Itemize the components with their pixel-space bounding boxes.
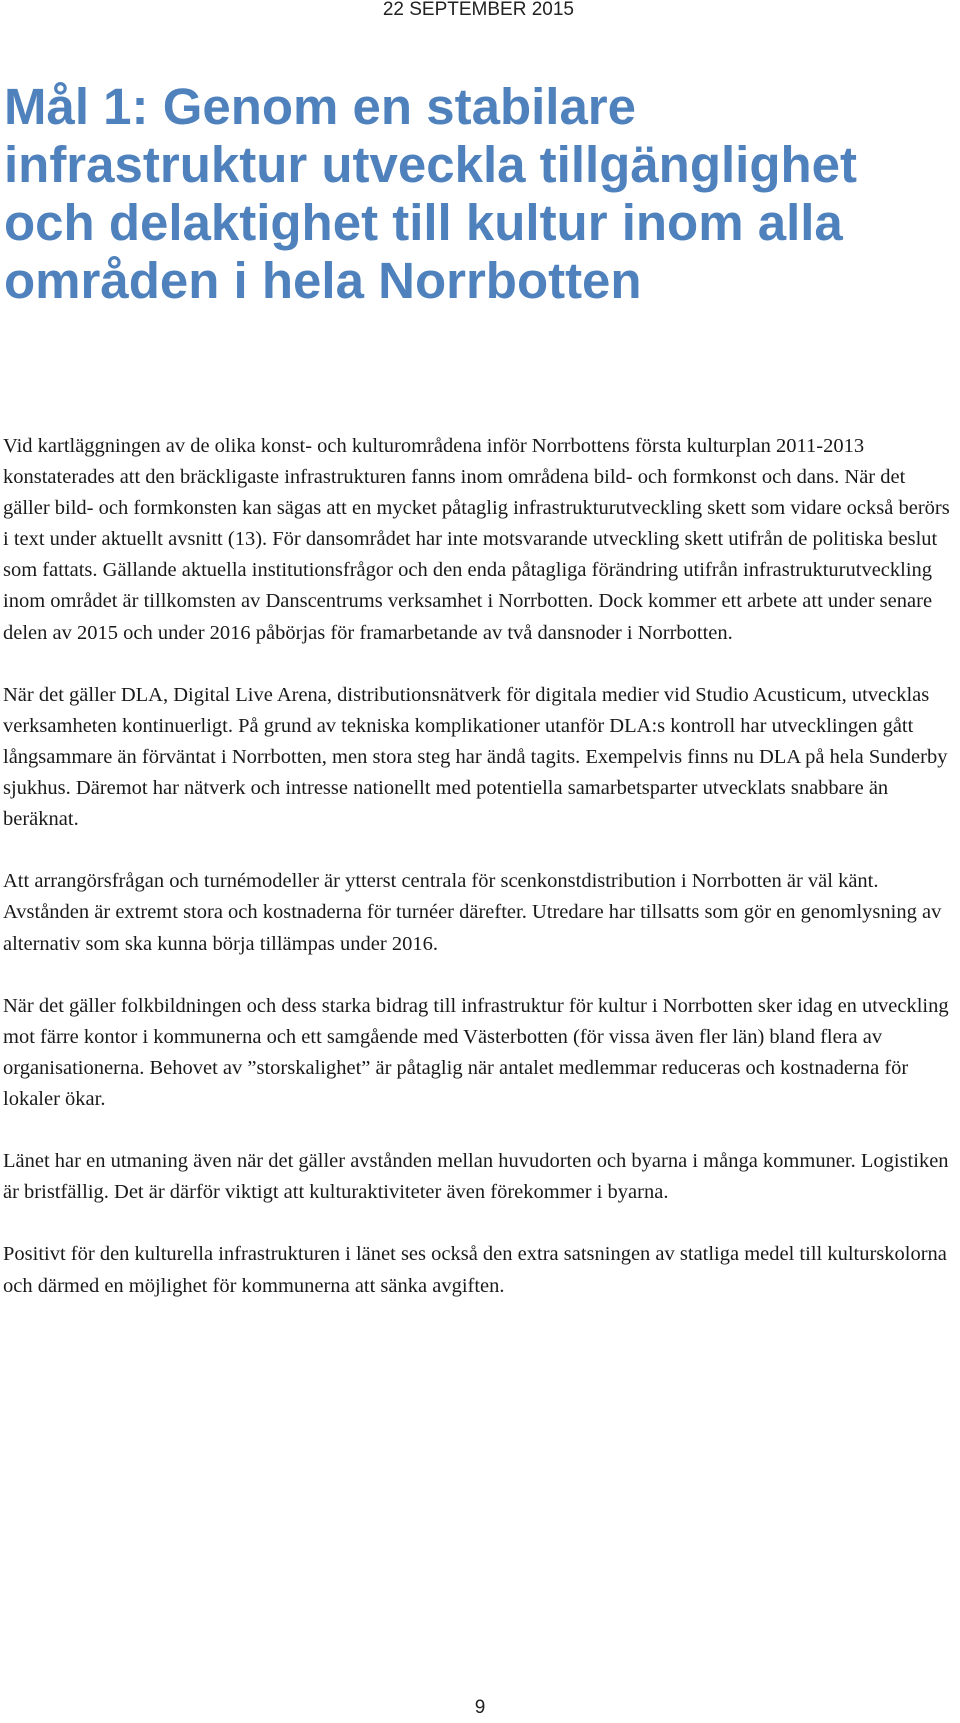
paragraph-folkbildning: När det gäller folkbildningen och dess starka bidrag till infrastruktur för kultur i Norrbotten sker idag en utveckling mot färre kontor i kommunerna och ett samgående med Västerbotten (för vissa även fler län) bland flera av organisationerna. Behovet av ”storskalighet” är påtaglig när antalet medlemmar reduceras och kostnaderna för lokaler ökar. [3,994,949,1110]
body-text [3,431,953,1302]
paragraph-dla: När det gäller DLA, Digital Live Arena, distributionsnätverk för digitala medier vid Studio Acusticum, utvecklas verksamheten kontinuerligt. På grund av tekniska komplikationer utanför DLA:s kontroll har utvecklingen gått långsammare än förväntat i Norrbotten, men stora steg har ändå tagits. Exempelvis finns nu DLA på hela Sunderby sjukhus. Däremot har nätverk och intresse nationellt med potentiella samarbetsparter utvecklats snabbare än beräknat. [3,683,948,831]
paragraph-kulturskolor: Positivt för den kulturella infrastrukturen i länet ses också den extra satsningen av statliga medel till kulturskolorna och därmed en möjlighet för kommunerna att sänka avgiften. [3,1243,947,1297]
paragraph-distances: Länet har en utmaning även när det gäller avstånden mellan huvudorten och byarna i många kommuner. Logistiken är bristfällig. Det är därför viktigt att kulturaktiviteter även förekommer i byarna. [3,1150,949,1204]
header-date: 22 SEPTEMBER 2015 [382,0,574,20]
paragraph-infrastructure: Vid kartläggningen av de olika konst- och kulturområdena inför Norrbottens första kulturplan 2011-2013 konstaterades att den bräckligaste infrastrukturen fanns inom områdena bild- och formkonst och dans. När det gäller bild- och formkonsten kan sägas att en mycket påtaglig infrastrukturutveckling skett som vidare också berörs i text under aktuellt avsnitt (13). För dansområdet har inte motsvarande utveckling skett utifrån de politiska beslut som fattats. Gällande aktuella institutionsfrågor och den enda påtagliga förändring utifrån infrastrukturutveckling inom området är tillkomsten av Danscentrums verksamhet i Norrbotten. Dock kommer ett arbete att under senare delen av 2015 och under 2016 påbörjas för framarbetande av två dansnoder i Norrbotten. [3,435,950,644]
paragraph-arrangers: Att arrangörsfrågan och turnémodeller är ytterst centrala för scenkonstdistribution i Norrbotten är väl känt. Avstånden är extremt stora och kostnaderna för turnéer därefter. Utredare har tillsatts som gör en genomlysning av alternativ som ska kunna börja tillämpas under 2016. [3,870,942,955]
page-title: Mål 1: Genom en stabilare infrastruktur utveckla tillgänglighet och delaktighet till kultur inom alla områden i hela Norrbotten [4,78,857,309]
page-number: 9 [474,1697,486,1718]
